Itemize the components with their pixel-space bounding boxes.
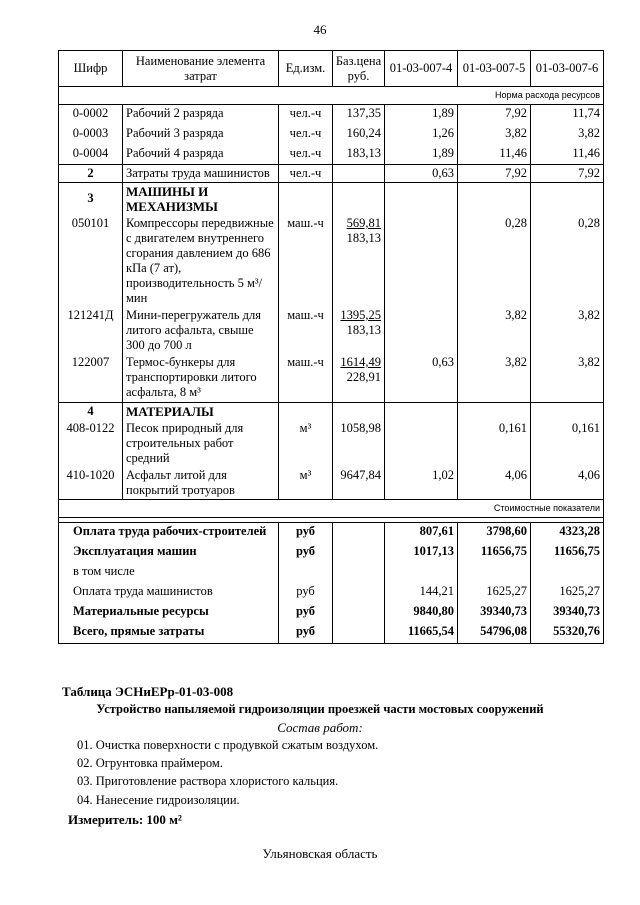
value-cell: 807,61 — [385, 522, 458, 543]
value-cell: 11656,75 — [531, 543, 604, 563]
price-cell — [333, 583, 385, 603]
table-row — [59, 354, 604, 402]
unit-cell: м³ — [279, 420, 333, 467]
value-cell: 1,02 — [385, 467, 458, 500]
empty-cell — [385, 183, 458, 216]
value-cell: 0,63 — [385, 165, 458, 183]
cost-name: Оплата труда рабочих-строителей — [59, 522, 279, 543]
work-step: 03. Приготовление раствора хлористого кальция. — [77, 774, 339, 788]
code-cell: 4 — [59, 402, 123, 420]
code-cell: 3 — [59, 183, 123, 216]
value-cell: 144,21 — [385, 583, 458, 603]
price-cell: 9647,84 — [333, 467, 385, 500]
value-cell — [385, 215, 458, 307]
cost-name: Оплата труда машинистов — [59, 583, 279, 603]
value-cell: 1625,27 — [531, 583, 604, 603]
price-cell: 137,35 — [333, 105, 385, 125]
resource-table — [58, 50, 604, 644]
value-cell: 11665,54 — [385, 623, 458, 644]
work-step: 02. Огрунтовка праймером. — [77, 756, 223, 770]
work-composition-label: Состав работ: — [277, 720, 363, 735]
name-cell: Асфальт литой для покрытий тротуаров — [123, 467, 279, 500]
header-col-5: 01-03-007-5 — [458, 51, 531, 87]
value-cell: 3,82 — [458, 307, 531, 354]
empty-cell — [279, 402, 333, 420]
empty-cell — [279, 183, 333, 216]
header-name: Наименование элемента затрат — [123, 51, 279, 87]
price-cell — [333, 522, 385, 543]
value-cell: 1,26 — [385, 125, 458, 145]
empty-cell — [531, 183, 604, 216]
unit-cell: маш.-ч — [279, 354, 333, 402]
cost-name: Материальные ресурсы — [59, 603, 279, 623]
price-cell — [333, 563, 385, 583]
unit-cell: чел.-ч — [279, 165, 333, 183]
value-cell: 4323,28 — [531, 522, 604, 543]
value-cell — [458, 563, 531, 583]
table-row — [59, 307, 604, 354]
unit-cell — [279, 563, 333, 583]
price-cell — [333, 165, 385, 183]
cost-row — [59, 543, 604, 563]
measure-unit: Измеритель: 100 м² — [68, 812, 182, 827]
unit-cell: руб — [279, 522, 333, 543]
unit-cell: м³ — [279, 467, 333, 500]
work-step: 04. Нанесение гидроизоляции. — [77, 793, 240, 807]
section-title: МАТЕРИАЛЫ — [123, 402, 279, 420]
section-cost-label: Стоимостные показатели — [59, 499, 604, 517]
code-cell: 0-0002 — [59, 105, 123, 125]
name-cell: Термос-бункеры для транспортировки литого асфальта, 8 м³ — [123, 354, 279, 402]
name-cell: Мини-перегружатель для литого асфальта, свыше 300 до 700 л — [123, 307, 279, 354]
price-cell: 1058,98 — [333, 420, 385, 467]
name-cell: Рабочий 4 разряда — [123, 145, 279, 165]
code-cell: 050101 — [59, 215, 123, 307]
unit-cell: чел.-ч — [279, 105, 333, 125]
section-norm-row — [59, 87, 604, 105]
header-unit: Ед.изм. — [279, 51, 333, 87]
value-cell: 0,28 — [458, 215, 531, 307]
table-row — [59, 215, 604, 307]
price-cell: 183,13 — [333, 145, 385, 165]
page-number: 46 — [313, 22, 327, 37]
code-cell: 0-0004 — [59, 145, 123, 165]
price-cell — [333, 603, 385, 623]
table-row — [59, 125, 604, 145]
value-cell: 3,82 — [531, 354, 604, 402]
empty-cell — [531, 402, 604, 420]
cost-row — [59, 563, 604, 583]
code-cell: 408-0122 — [59, 420, 123, 467]
value-cell: 7,92 — [458, 105, 531, 125]
value-cell: 4,06 — [458, 467, 531, 500]
value-cell: 54796,08 — [458, 623, 531, 644]
value-cell: 4,06 — [531, 467, 604, 500]
value-cell: 11,46 — [531, 145, 604, 165]
table-row — [59, 145, 604, 165]
price-cell — [333, 354, 385, 402]
value-cell: 1,89 — [385, 105, 458, 125]
cost-name: Всего, прямые затраты — [59, 623, 279, 644]
work-step: 01. Очистка поверхности с продувкой сжатым воздухом. — [77, 738, 379, 752]
cost-name: Эксплуатация машин — [59, 543, 279, 563]
region-footer: Ульяновская область — [262, 846, 378, 861]
value-cell: 1625,27 — [458, 583, 531, 603]
machines-header-row — [59, 183, 604, 216]
unit-cell: чел.-ч — [279, 145, 333, 165]
unit-cell: маш.-ч — [279, 215, 333, 307]
unit-cell: чел.-ч — [279, 125, 333, 145]
value-cell: 3,82 — [458, 125, 531, 145]
name-cell: Компрессоры передвижные с двигателем внутреннего сгорания давлением до 686 кПа (7 ат), производительность 5 м³/мин — [123, 215, 279, 307]
price-main: 569,81 — [346, 216, 381, 230]
empty-cell — [385, 402, 458, 420]
value-cell — [531, 563, 604, 583]
price-sub: 183,13 — [346, 231, 381, 245]
header-col-4: 01-03-007-4 — [385, 51, 458, 87]
empty-cell — [333, 183, 385, 216]
price-sub: 228,91 — [346, 370, 381, 384]
unit-cell: маш.-ч — [279, 307, 333, 354]
cost-name: в том числе — [59, 563, 279, 583]
value-cell: 11,74 — [531, 105, 604, 125]
value-cell: 0,63 — [385, 354, 458, 402]
table-row — [59, 467, 604, 500]
price-sub: 183,13 — [346, 323, 381, 337]
value-cell: 39340,73 — [458, 603, 531, 623]
header-col-6: 01-03-007-6 — [531, 51, 604, 87]
materials-header-row — [59, 402, 604, 420]
unit-cell: руб — [279, 583, 333, 603]
value-cell — [385, 420, 458, 467]
price-main: 1614,49 — [340, 355, 381, 369]
code-cell: 410-1020 — [59, 467, 123, 500]
header-price: Баз.цена руб. — [333, 51, 385, 87]
value-cell: 3798,60 — [458, 522, 531, 543]
code-cell: 122007 — [59, 354, 123, 402]
unit-cell: руб — [279, 623, 333, 644]
machinist-row — [59, 165, 604, 183]
value-cell — [385, 307, 458, 354]
price-cell — [333, 543, 385, 563]
name-cell: Рабочий 2 разряда — [123, 105, 279, 125]
header-code: Шифр — [59, 51, 123, 87]
value-cell: 3,82 — [458, 354, 531, 402]
price-main: 1395,25 — [340, 308, 381, 322]
value-cell: 7,92 — [531, 165, 604, 183]
code-cell: 0-0003 — [59, 125, 123, 145]
value-cell: 3,82 — [531, 125, 604, 145]
empty-cell — [333, 402, 385, 420]
price-cell — [333, 215, 385, 307]
section-cost-row — [59, 499, 604, 517]
empty-cell — [458, 402, 531, 420]
code-cell: 2 — [59, 165, 123, 183]
section-title: МАШИНЫ И МЕХАНИЗМЫ — [123, 183, 279, 216]
value-cell — [385, 563, 458, 583]
empty-cell — [458, 183, 531, 216]
table-subtitle: Устройство напыляемой гидроизоляции проезжей части мостовых сооружений — [96, 702, 544, 716]
value-cell: 11,46 — [458, 145, 531, 165]
value-cell: 9840,80 — [385, 603, 458, 623]
cost-row — [59, 583, 604, 603]
unit-cell: руб — [279, 603, 333, 623]
value-cell: 1,89 — [385, 145, 458, 165]
section-norm-label: Норма расхода ресурсов — [59, 87, 604, 105]
code-cell: 121241Д — [59, 307, 123, 354]
cost-row — [59, 623, 604, 644]
name-cell: Песок природный для строительных работ средний — [123, 420, 279, 467]
price-cell — [333, 623, 385, 644]
cost-row — [59, 603, 604, 623]
price-cell: 160,24 — [333, 125, 385, 145]
table-title: Таблица ЭСНиЕРр-01-03-008 — [62, 684, 234, 699]
unit-cell: руб — [279, 543, 333, 563]
name-cell: Затраты труда машинистов — [123, 165, 279, 183]
value-cell: 3,82 — [531, 307, 604, 354]
cost-row — [59, 522, 604, 543]
value-cell: 0,161 — [458, 420, 531, 467]
value-cell: 39340,73 — [531, 603, 604, 623]
value-cell: 0,28 — [531, 215, 604, 307]
value-cell: 7,92 — [458, 165, 531, 183]
value-cell: 11656,75 — [458, 543, 531, 563]
price-cell — [333, 307, 385, 354]
table-row — [59, 420, 604, 467]
value-cell: 0,161 — [531, 420, 604, 467]
value-cell: 55320,76 — [531, 623, 604, 644]
table-row — [59, 105, 604, 125]
value-cell: 1017,13 — [385, 543, 458, 563]
header-row — [59, 51, 604, 87]
name-cell: Рабочий 3 разряда — [123, 125, 279, 145]
